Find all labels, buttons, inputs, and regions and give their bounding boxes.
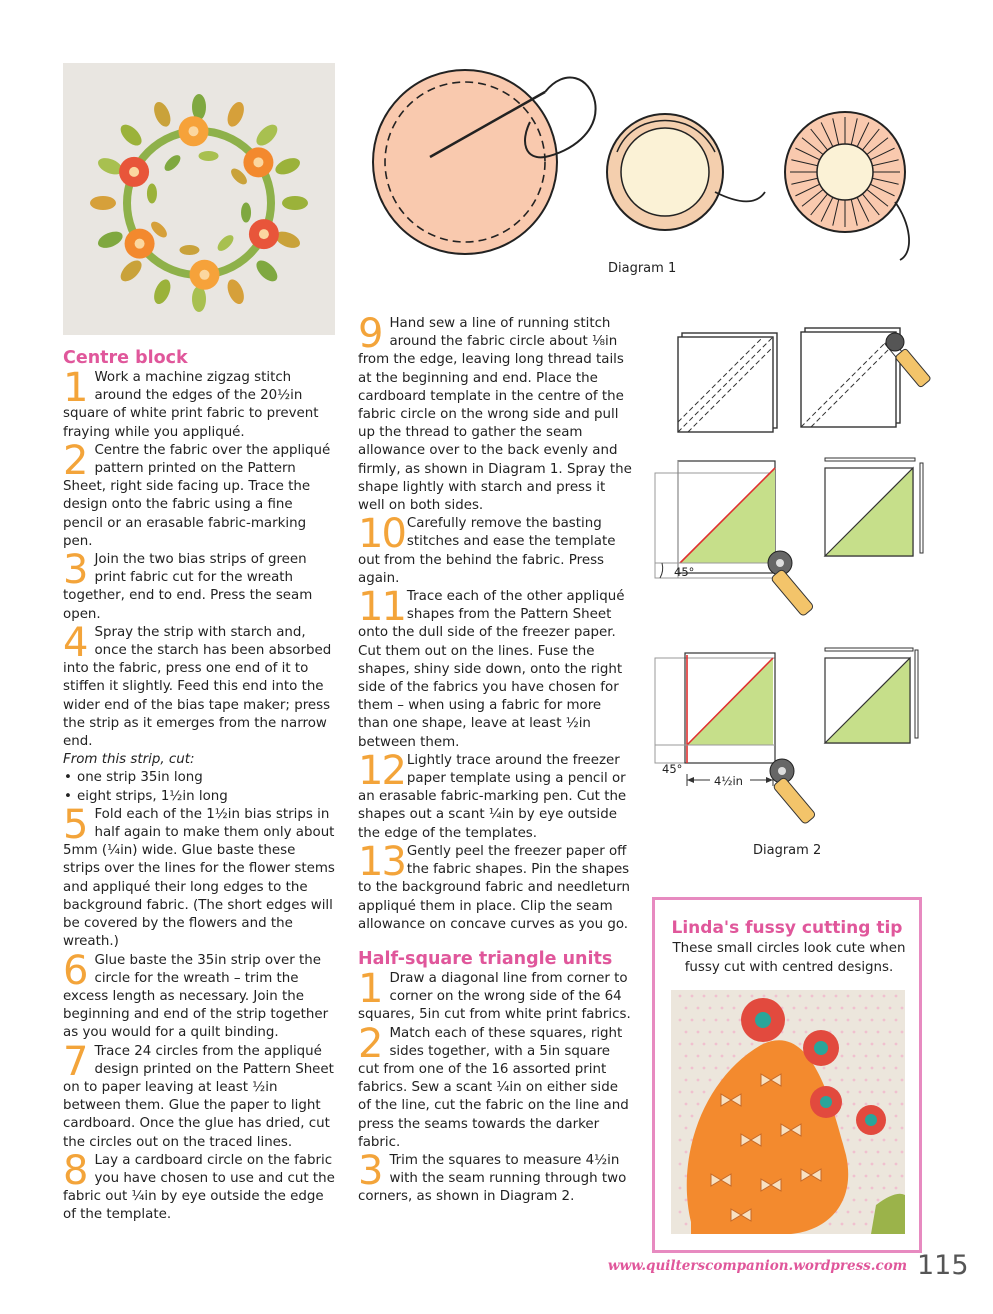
hst-step-3: 3 Trim the squares to measure 4½in with the seam running through two corners, as shown in Diagram 2. <box>358 1147 627 1205</box>
cut-intro: From this strip, cut: <box>63 752 195 768</box>
fussy-cutting-tip-box <box>652 897 922 1253</box>
hst-heading: Half-square triangle units <box>358 948 613 969</box>
diagram-2-caption: Diagram 2 <box>753 843 822 858</box>
page-number: 115 <box>917 1250 969 1281</box>
centre-step-12: 12 Lightly trace around the freezer paper template using a pencil or an erasable fabric-marking pen. Cut the shapes out a scant ¼in by eye outside the edge of the templates. <box>358 747 627 841</box>
centre-step-6: 6 Glue baste the 35in strip over the circle for the wreath – trim the excess length as necessary. Join the beginning and end of the strip together as you would for a quilt binding. <box>63 947 329 1041</box>
angle-label-top: 45° <box>674 565 695 579</box>
centre-step-10: 10 Carefully remove the basting stitches and ease the template out from the behind the fabric. Press again. <box>358 511 616 586</box>
diagram-1 <box>355 62 955 262</box>
cut-list-item: • one strip 35in long <box>77 769 335 787</box>
cut-list-item: • eight strips, 1½in long <box>77 788 335 806</box>
website-link[interactable]: www.quilterscompanion.wordpress.com <box>607 1258 907 1274</box>
centre-step-13: 13 Gently peel the freezer paper off the fabric shapes. Pin the shapes to the background fabric and needleturn appliqué them in place. Clip the seam allowance on concave curves as you go. <box>358 838 631 932</box>
centre-step-7: 7 Trace 24 circles from the appliqué design printed on the Pattern Sheet on to paper leaving at least ½in between them. Glue the paper to light cardboard. Once the glue has dried, cut the circles out on the traced lines. <box>63 1038 334 1150</box>
column-2 <box>358 311 632 1207</box>
hst-step-2: 2 Match each of these squares, right sides together, with a 5in square cut from one of the 16 assorted print fabrics. Sew a scant ¼in on either side of the line, cut the fabric on the line and press the seams towards the darker fabric. <box>358 1020 629 1150</box>
tip-text: These small circles look cute when fussy cut with centred designs. <box>672 941 906 975</box>
centre-step-11: 11 Trace each of the other appliqué shapes from the Pattern Sheet onto the dull side of the freezer paper. Cut them out on the lines. Fuse the shapes, shiny side down, onto the right side of the fabrics you have chosen for them – when using a fabric for more than one shape, leave at least ½in between them. <box>358 584 625 750</box>
centre-step-1: 1 Work a machine zigzag stitch around the edges of the 20½in square of white print fabric to prevent fraying while you appliqué. <box>63 365 319 440</box>
tip-title: Linda's fussy cutting tip <box>671 918 903 938</box>
cut-list <box>63 769 335 805</box>
centre-step-2: 2 Centre the fabric over the appliqué pattern printed on the Pattern Sheet, right side facing up. Trace the design onto the fabric using a fine pencil or an erasable fabric-marking pen. <box>63 437 331 549</box>
centre-step-4: 4 Spray the strip with starch and, once the starch has been absorbed into the fabric, press one end of it to stiffen it slightly. Feed this end into the wider end of the bias tape maker; press the strip as it emerges from the narrow end. <box>63 619 332 750</box>
centre-block-heading: Centre block <box>63 348 188 368</box>
centre-step-9: 9 Hand sew a line of running stitch around the fabric circle about ⅛in from the edge, leaving long thread tails at the beginning and end. Place the cardboard template in the centre of the fabric circle on the wrong side and pull up the thread to gather the seam allowance over to the back evenly and firmly, as shown in Diagram 1. Spray the shape lightly with starch and press it well on both sides. <box>358 311 632 514</box>
measure-label: 4½in <box>714 774 743 788</box>
column-1 <box>63 347 335 1225</box>
wreath-block-photo <box>63 63 335 335</box>
centre-step-5: 5 Fold each of the 1½in bias strips in half again to make them only about 5mm (¼in) wide. Glue baste these strips over the lines for the flower stems and appliqué their long edges to the background fabric. (The short edges will be covered by the flowers and the wreath.) <box>63 801 335 950</box>
hst-step-1: 1 Draw a diagonal line from corner to corner on the wrong side of the 64 squares, 5in cut from white print fabrics. <box>358 965 631 1023</box>
fussy-cut-photo <box>671 990 905 1234</box>
diagram-1-caption: Diagram 1 <box>608 261 677 276</box>
diagram-2 <box>650 318 940 838</box>
centre-step-8: 8 Lay a cardboard circle on the fabric you have chosen to use and cut the fabric out ¼in by eye outside the edge of the template. <box>63 1147 335 1223</box>
centre-step-3: 3 Join the two bias strips of green print fabric cut for the wreath together, end to end. Press the seam open. <box>63 547 313 622</box>
angle-label-bottom: 45° <box>662 762 683 776</box>
